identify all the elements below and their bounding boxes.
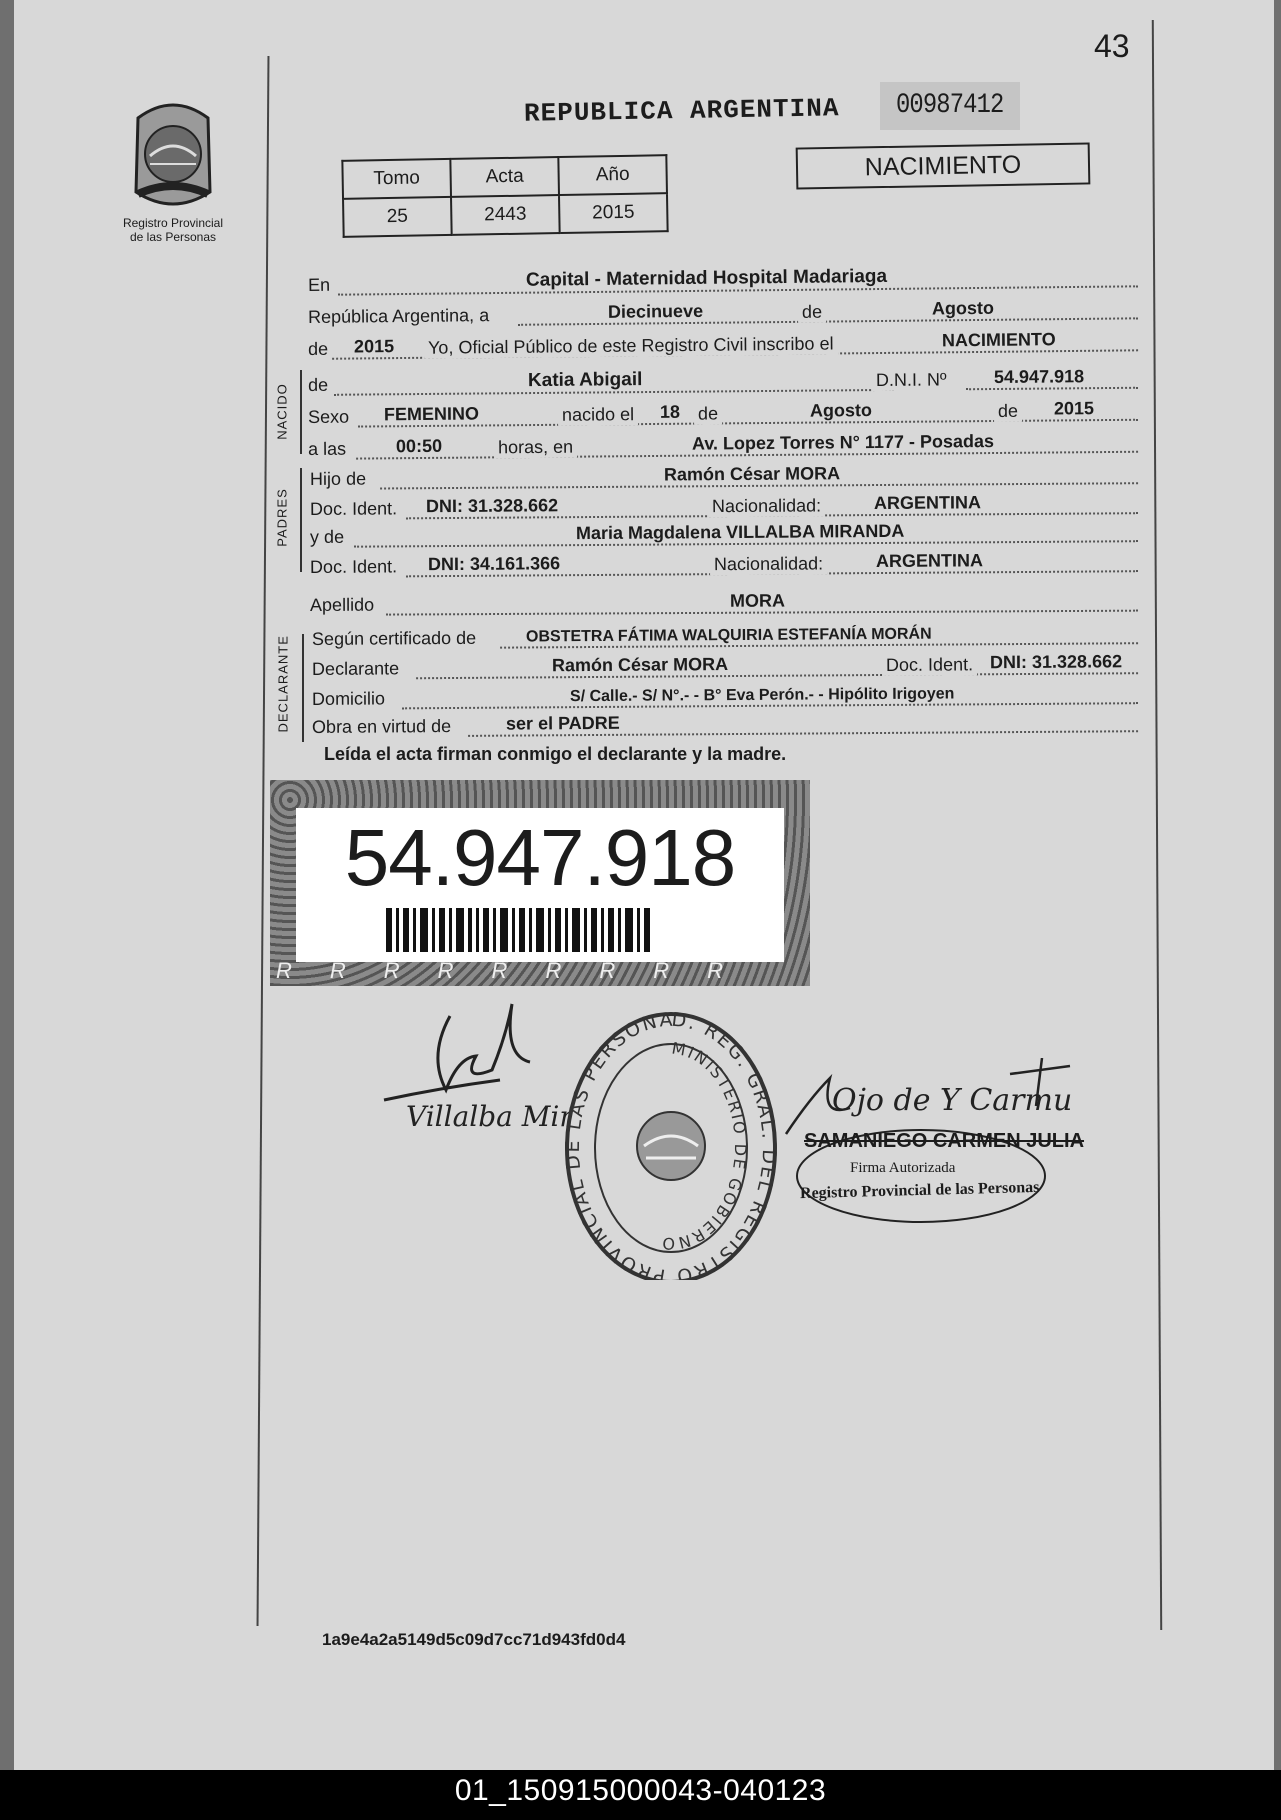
seal-inner-text: MINISTERIO DE GOBIERNO	[659, 1038, 751, 1254]
value-day: Diecinueve	[607, 300, 704, 322]
registry-name-line1: Registro Provincial	[122, 216, 224, 230]
official-seal	[556, 996, 786, 1280]
country-title: REPUBLICA ARGENTINA	[523, 93, 840, 129]
value-birth-day: 18	[659, 401, 681, 422]
label-apellido: Apellido	[309, 594, 375, 615]
registry-logo	[118, 96, 228, 216]
value-mother-doc: DNI: 34.161.366	[427, 553, 561, 575]
barcode	[386, 908, 702, 952]
value-tomo: 25	[343, 197, 452, 237]
plate-pattern-letters: RRRRRRRRR	[276, 958, 761, 983]
label-nac-padre: Nacionalidad:	[708, 495, 825, 517]
authority-name: SAMANIEGO CARMEN JULIA	[804, 1130, 1085, 1152]
closing-statement: Leída el acta firman conmigo el declarante y la madre.	[324, 744, 787, 764]
left-signature	[380, 996, 570, 1136]
value-month: Agosto	[931, 297, 995, 319]
declarante-bracket	[302, 634, 304, 742]
value-nacido-name: Katia Abigail	[527, 369, 643, 392]
header-tomo: Tomo	[342, 159, 451, 199]
value-time: 00:50	[395, 435, 443, 457]
value-mother: Maria Magdalena VILLALBA MIRANDA	[575, 520, 905, 544]
value-birth-month: Agosto	[809, 400, 873, 421]
label-certificado: Según certificado de	[311, 627, 477, 649]
value-en: Capital - Maternidad Hospital Madariaga	[525, 265, 888, 291]
value-domicilio: S/ Calle.- S/ N°.- - B° Eva Perón.- - Hipólito Irigoyen	[569, 685, 955, 706]
label-en: En	[307, 274, 331, 295]
value-obra: ser el PADRE	[505, 712, 620, 734]
registration-table-header	[342, 155, 667, 199]
label-domicilio: Domicilio	[311, 688, 386, 709]
label-republica: República Argentina, a	[307, 305, 490, 327]
value-declarante: Ramón César MORA	[551, 654, 729, 676]
section-nacido: NACIDO	[274, 383, 290, 440]
nacido-bracket	[300, 370, 302, 454]
label-nac-madre: Nacionalidad:	[710, 553, 827, 575]
label-de-mes: de	[694, 403, 722, 424]
page-number: 43	[1094, 28, 1130, 64]
value-doc-declarante: DNI: 31.328.662	[989, 651, 1123, 673]
label-declarante: Declarante	[311, 658, 400, 679]
registry-name-line2: de las Personas	[129, 230, 217, 244]
value-apellido: MORA	[729, 590, 786, 611]
value-father-doc: DNI: 31.328.662	[425, 495, 559, 517]
serial-value: 00987412	[896, 90, 1004, 121]
dni-plate-inner	[296, 808, 784, 962]
value-event: NACIMIENTO	[941, 329, 1056, 351]
value-year: 2015	[353, 336, 395, 357]
authority-role: Firma Autorizada	[850, 1160, 956, 1176]
label-de-anio: de	[994, 401, 1022, 422]
authority-org: Registro Provincial de las Personas	[799, 1178, 1040, 1203]
serial-number	[880, 82, 1020, 130]
value-ano: 2015	[559, 193, 668, 233]
header-ano: Año	[558, 155, 667, 195]
row-madre-doc	[308, 544, 1140, 580]
label-doc-declarante: Doc. Ident.	[882, 654, 977, 676]
section-padres: PADRES	[274, 488, 290, 547]
padres-bracket	[300, 468, 302, 572]
label-de2: de	[307, 338, 329, 359]
registration-table-values	[343, 193, 668, 237]
footer-code: 01_150915000043-040123	[454, 1774, 827, 1807]
dni-plate	[270, 780, 810, 986]
label-oficial: Yo, Oficial Público de este Registro Civil inscribo el	[424, 333, 838, 358]
value-father: Ramón César MORA	[663, 463, 841, 485]
label-y-de: y de	[309, 526, 345, 547]
dni-plate-number: 54.947.918	[344, 813, 736, 902]
label-horas-en: horas, en	[494, 437, 577, 459]
value-father-nat: ARGENTINA	[873, 492, 982, 514]
label-nacido-de: de	[307, 374, 329, 395]
label-sexo: Sexo	[307, 406, 350, 427]
row-apellido	[308, 584, 1140, 618]
left-signature-text: Villalba Mi	[406, 1100, 560, 1133]
header-acta: Acta	[450, 157, 559, 197]
label-dni: D.N.I. Nº	[872, 369, 951, 391]
label-a-las: a las	[307, 438, 347, 459]
label-doc-madre: Doc. Ident.	[309, 556, 398, 577]
value-place: Av. Lopez Torres N° 1177 - Posadas	[691, 431, 995, 454]
registry-name	[98, 216, 248, 244]
label-hijo-de: Hijo de	[309, 468, 367, 489]
label-nacido-el: nacido el	[558, 404, 638, 426]
value-certificado: OBSTETRA FÁTIMA WALQUIRIA ESTEFANÍA MORÁN	[525, 625, 932, 646]
value-mother-nat: ARGENTINA	[875, 550, 984, 572]
section-declarante: DECLARANTE	[275, 635, 291, 733]
label-obra: Obra en virtud de	[311, 716, 452, 737]
label-doc-padre: Doc. Ident.	[309, 498, 398, 519]
right-signature-text: Ojo de Y Carmu	[832, 1083, 1073, 1118]
registration-table	[341, 154, 668, 238]
row-obra	[308, 704, 1140, 740]
document-hash: 1a9e4a2a5149d5c09d7cc71d943fd0d4	[322, 1630, 626, 1649]
label-de: de	[798, 302, 826, 323]
value-dni: 54.947.918	[993, 366, 1085, 388]
value-acta: 2443	[451, 195, 560, 235]
seal-ring-text: D. REG. GRAL. DEL REGISTRO PROVINCIAL DE LAS PERSONA	[561, 1008, 781, 1280]
value-birth-year: 2015	[1053, 398, 1095, 419]
document-type-box: NACIMIENTO	[796, 142, 1091, 189]
value-sexo: FEMENINO	[383, 403, 480, 425]
